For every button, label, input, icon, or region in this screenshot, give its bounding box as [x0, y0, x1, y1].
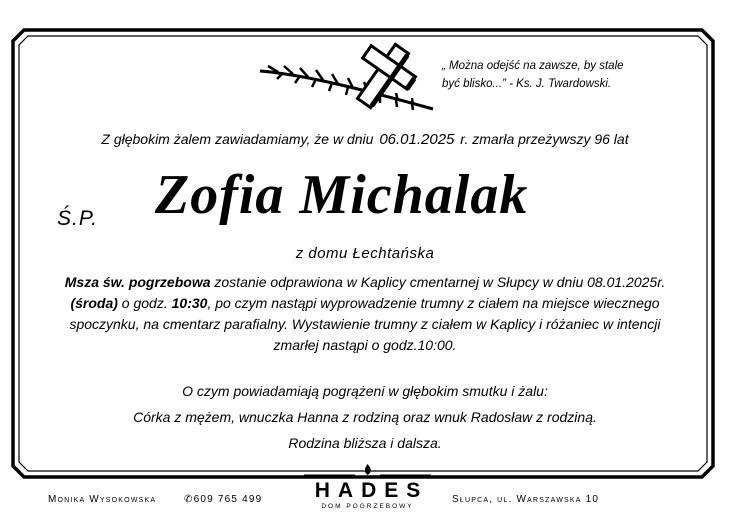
- mass-time: 10:30: [171, 295, 208, 311]
- mass-text-1: zostanie odprawiona w Kaplicy cmentarnej w Słupcy w dniu 08.01.2025r.: [210, 274, 666, 290]
- maiden-name: z domu Łechtańska: [295, 245, 435, 262]
- deceased-name: Zofia Michalak: [155, 164, 529, 226]
- notify-line-1: O czym powiadamiają pogrążeni w głębokim smutku i żalu:: [182, 383, 548, 399]
- logo-wordmark: HADES: [314, 479, 429, 502]
- footer-contact-name: Monika Wysokowska: [48, 494, 157, 505]
- notify-line-3: Rodzina bliższa i dalsza.: [288, 435, 442, 451]
- footer-address: Słupca, ul. Warszawska 10: [452, 494, 600, 505]
- quote-line-1: „ Można odejść na zawsze, by stale: [442, 60, 624, 72]
- intro-after: r. zmarła przeżywszy 96 lat: [456, 131, 629, 147]
- cross-icon: [258, 41, 438, 116]
- funeral-details: [55, 272, 675, 356]
- quote: [442, 57, 624, 93]
- sp-prefix: Ś.P.: [57, 207, 98, 230]
- death-date: 06.01.2025: [379, 131, 455, 148]
- mass-lead: Msza św. pogrzebowa: [64, 274, 211, 290]
- intro-before: Z głębokim żalem zawiadamiamy, że w dniu: [101, 131, 378, 147]
- mass-day: (środa): [70, 295, 118, 311]
- hades-logo: [300, 463, 435, 517]
- logo-subtitle: DOM POGRZEBOWY: [321, 503, 414, 510]
- quote-line-2: być blisko...” - Ks. J. Twardowski.: [442, 78, 612, 90]
- announcement-intro: [0, 131, 730, 148]
- mass-text-3: , po czym nastąpi wyprowadzenie trumny z ciałem na miejsce wiecznego spoczynku, na cmentarz parafialny. Wystawienie trumny z ciałem w Kaplicy i różaniec w intencji zmarłej nastąpi o godz.10:00.: [69, 295, 661, 353]
- notify-line-2: Córka z mężem, wnuczka Hanna z rodziną oraz wnuk Radosław z rodziną.: [133, 409, 597, 425]
- mass-text-2: o godz.: [117, 295, 172, 311]
- footer-phone: ✆609 765 499: [184, 494, 263, 505]
